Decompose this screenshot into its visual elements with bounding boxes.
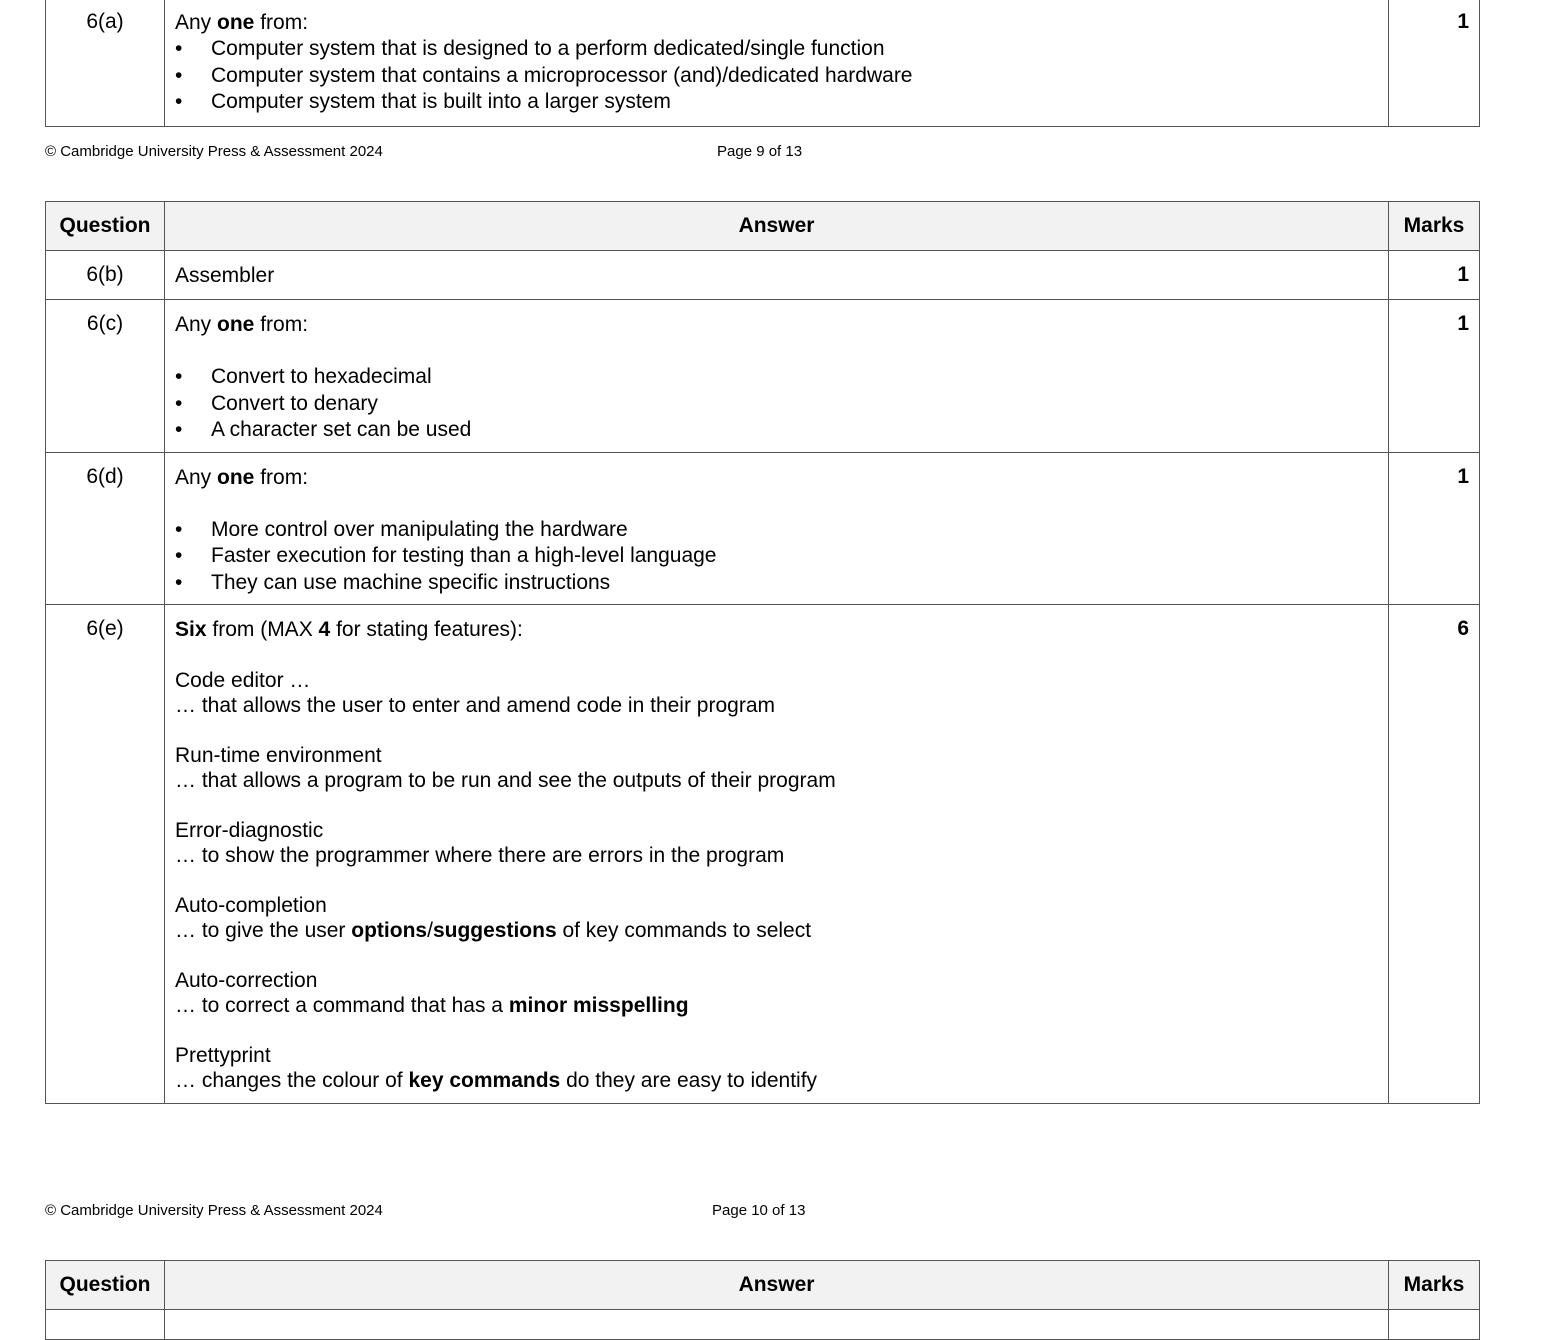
answer-cell <box>165 605 1389 1104</box>
answer-intro: Any one from: <box>175 11 309 34</box>
list-item: • More control over manipulating the hardware <box>175 517 1378 544</box>
feature-auto-completion: Auto-completion … to give the user options/suggestions of key commands to select <box>175 894 812 942</box>
table-header-row <box>46 1261 1480 1310</box>
question-cell: 6(c) <box>46 300 165 453</box>
answer-cell <box>165 0 1389 126</box>
list-item: • Computer system that is designed to a perform dedicated/single function <box>175 36 1378 63</box>
question-cell: 6(a) <box>46 0 165 126</box>
answer-intro: Six from (MAX 4 for stating features): <box>175 618 523 641</box>
column-header-marks: Marks <box>1389 202 1480 251</box>
footer-page-number: Page 9 of 13 <box>717 143 803 160</box>
mark-scheme-table-page9 <box>45 0 1480 127</box>
marks-cell: 1 <box>1389 251 1480 300</box>
column-header-marks: Marks <box>1389 1261 1480 1310</box>
feature-prettyprint: Prettyprint … changes the colour of key commands do they are easy to identify <box>175 1044 818 1092</box>
table-header-row <box>46 202 1480 251</box>
table-row <box>46 605 1480 1104</box>
table-row <box>46 1310 1480 1340</box>
list-item: • Computer system that contains a microprocessor (and)/dedicated hardware <box>175 63 1378 90</box>
list-item: • Convert to denary <box>175 391 1378 418</box>
feature-run-time-environment: Run-time environment … that allows a program to be run and see the outputs of their program <box>175 744 836 792</box>
column-header-question: Question <box>46 202 165 251</box>
answer-intro: Any one from: <box>175 465 309 489</box>
feature-code-editor: Code editor … … that allows the user to enter and amend code in their program <box>175 669 775 717</box>
list-item: • Faster execution for testing than a high-level language <box>175 543 1378 570</box>
answer-cell: Assembler <box>165 251 1389 300</box>
footer-copyright: © Cambridge University Press & Assessment 2024 <box>45 1202 383 1219</box>
answer-cell <box>165 300 1389 453</box>
footer-copyright: © Cambridge University Press & Assessment 2024 <box>45 143 383 160</box>
marks-cell: 1 <box>1389 300 1480 453</box>
answer-intro: Any one from: <box>175 313 309 336</box>
table-row <box>46 0 1480 126</box>
question-cell: 6(d) <box>46 452 165 605</box>
answer-bullet-list <box>175 36 1378 116</box>
marks-cell: 1 <box>1389 452 1480 605</box>
answer-bullet-list <box>175 517 1378 597</box>
table-row <box>46 452 1480 605</box>
footer-page-number: Page 10 of 13 <box>712 1202 806 1219</box>
feature-error-diagnostic: Error-diagnostic … to show the programmer where there are errors in the program <box>175 819 785 867</box>
feature-auto-correction: Auto-correction … to correct a command that has a minor misspelling <box>175 969 689 1017</box>
column-header-answer: Answer <box>165 202 1389 251</box>
mark-scheme-table-page11 <box>45 1260 1480 1340</box>
table-row <box>46 251 1480 300</box>
marks-cell: 1 <box>1389 0 1480 126</box>
list-item: • Convert to hexadecimal <box>175 364 1378 391</box>
column-header-answer: Answer <box>165 1261 1389 1310</box>
list-item: • A character set can be used <box>175 417 1378 444</box>
answer-bullet-list <box>175 364 1378 444</box>
question-cell: 6(b) <box>46 251 165 300</box>
question-cell: 6(e) <box>46 605 165 1104</box>
mark-scheme-table-page10 <box>45 201 1480 1104</box>
list-item: • They can use machine specific instructions <box>175 570 1378 597</box>
answer-cell <box>165 452 1389 605</box>
marks-cell: 6 <box>1389 605 1480 1104</box>
column-header-question: Question <box>46 1261 165 1310</box>
list-item: • Computer system that is built into a larger system <box>175 89 1378 116</box>
table-row <box>46 300 1480 453</box>
